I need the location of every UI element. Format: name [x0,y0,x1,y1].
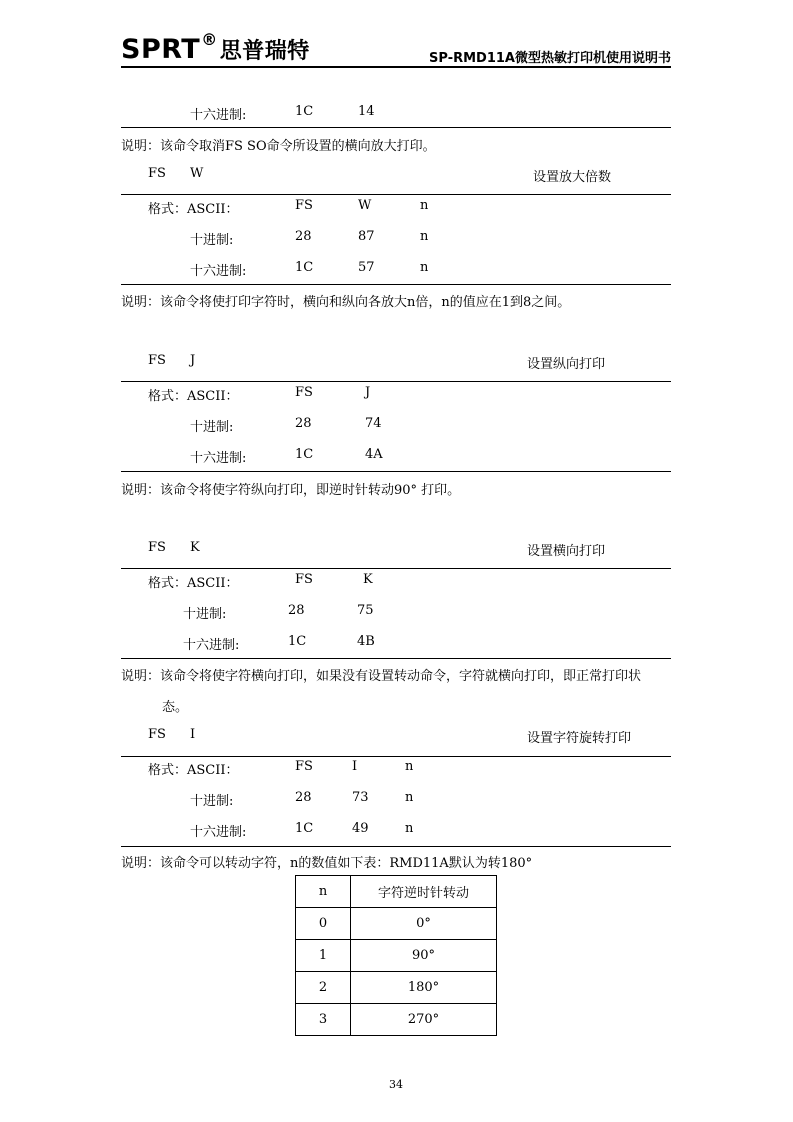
dec-value: 87 [358,229,375,244]
dec-value: 28 [288,603,305,618]
dec-value: n [405,790,414,805]
description-note: 说明：该命令将使字符纵向打印，即逆时针转动90° 打印。 [121,483,461,498]
hex-value: 49 [352,821,369,836]
section-rule [121,194,671,195]
ascii-value: W [358,198,372,213]
section-rule [121,756,671,757]
section-rule [121,127,671,128]
table-header-cell: 字符逆时针转动 [351,876,497,908]
table-cell: 1 [296,940,351,972]
ascii-value: n [420,198,429,213]
command-name: FS [148,166,166,181]
brand-logo [121,30,310,65]
table-row [296,940,497,972]
brand-name: SPRT [121,34,201,65]
description-note: 说明：该命令取消FS SO命令所设置的横向放大打印。 [121,139,436,154]
ascii-label: 格式：ASCII： [148,763,239,778]
command-name: J [190,353,196,368]
table-row [296,1004,497,1036]
ascii-value: FS [295,198,313,213]
table-header-cell: n [296,876,351,908]
table-row [296,972,497,1004]
dec-value: 28 [295,416,312,431]
dec-value: 73 [352,790,369,805]
dec-value: 75 [357,603,374,618]
header-rule [121,66,671,68]
hex-value: 4B [357,634,375,649]
ascii-value: FS [295,759,313,774]
section-rule [121,658,671,659]
document-title: SP-RMD11A微型热敏打印机使用说明书 [429,51,671,66]
dec-value: 28 [295,229,312,244]
section-rule [121,846,671,847]
table-cell: 0° [351,908,497,940]
command-name: FS [148,540,166,555]
command-title: 设置纵向打印 [527,357,606,372]
description-note: 说明：该命令可以转动字符，n的数值如下表：RMD11A默认为转180° [121,856,533,871]
hex-value: 1C [295,260,314,275]
dec-label: 十进制: [190,420,234,435]
ascii-label: 格式：ASCII： [148,576,239,591]
table-cell: 180° [351,972,497,1004]
dec-label: 十进制: [190,794,234,809]
hex-label: 十六进制: [183,638,240,653]
ascii-label: 格式：ASCII： [148,202,239,217]
dec-label: 十进制: [183,607,227,622]
hex-label: 十六进制: [190,108,247,123]
section-rule [121,568,671,569]
ascii-value: FS [295,572,313,587]
hex-value: 1C [288,634,307,649]
command-name: I [190,727,196,742]
rotation-table [295,875,497,1036]
registered-mark: ® [201,30,218,49]
table-cell: 2 [296,972,351,1004]
table-header-row [296,876,497,908]
command-name: FS [148,353,166,368]
section-rule [121,471,671,472]
hex-value: 57 [358,260,375,275]
command-title: 设置字符旋转打印 [527,731,632,746]
hex-value: n [405,821,414,836]
hex-label: 十六进制: [190,451,247,466]
hex-value: 4A [365,447,383,462]
ascii-value: n [405,759,414,774]
hex-value: 14 [358,104,375,119]
command-name: K [190,540,200,555]
section-rule [121,284,671,285]
ascii-value: I [352,759,358,774]
dec-value: n [420,229,429,244]
command-name: W [190,166,204,181]
hex-value: n [420,260,429,275]
ascii-label: 格式：ASCII： [148,389,239,404]
dec-value: 28 [295,790,312,805]
command-title: 设置放大倍数 [533,170,612,185]
ascii-value: FS [295,385,313,400]
table-cell: 270° [351,1004,497,1036]
hex-label: 十六进制: [190,264,247,279]
hex-value: 1C [295,821,314,836]
section-rule [121,381,671,382]
ascii-value: K [363,572,373,587]
dec-label: 十进制: [190,233,234,248]
description-note: 说明：该命令将使打印字符时，横向和纵向各放大n倍，n的值应在1到8之间。 [121,295,571,310]
hex-label: 十六进制: [190,825,247,840]
description-note: 说明：该命令将使字符横向打印，如果没有设置转动命令，字符就横向打印，即正常打印状 [121,669,642,684]
ascii-value: J [365,385,371,400]
table-cell: 90° [351,940,497,972]
dec-value: 74 [365,416,382,431]
page-number: 34 [389,1078,403,1091]
command-title: 设置横向打印 [527,544,606,559]
table-row [296,908,497,940]
brand-name-cn: 思普瑞特 [219,39,310,64]
command-name: FS [148,727,166,742]
hex-value: 1C [295,447,314,462]
description-note-continued: 态。 [162,700,189,715]
table-cell: 3 [296,1004,351,1036]
table-cell: 0 [296,908,351,940]
hex-value: 1C [295,104,314,119]
